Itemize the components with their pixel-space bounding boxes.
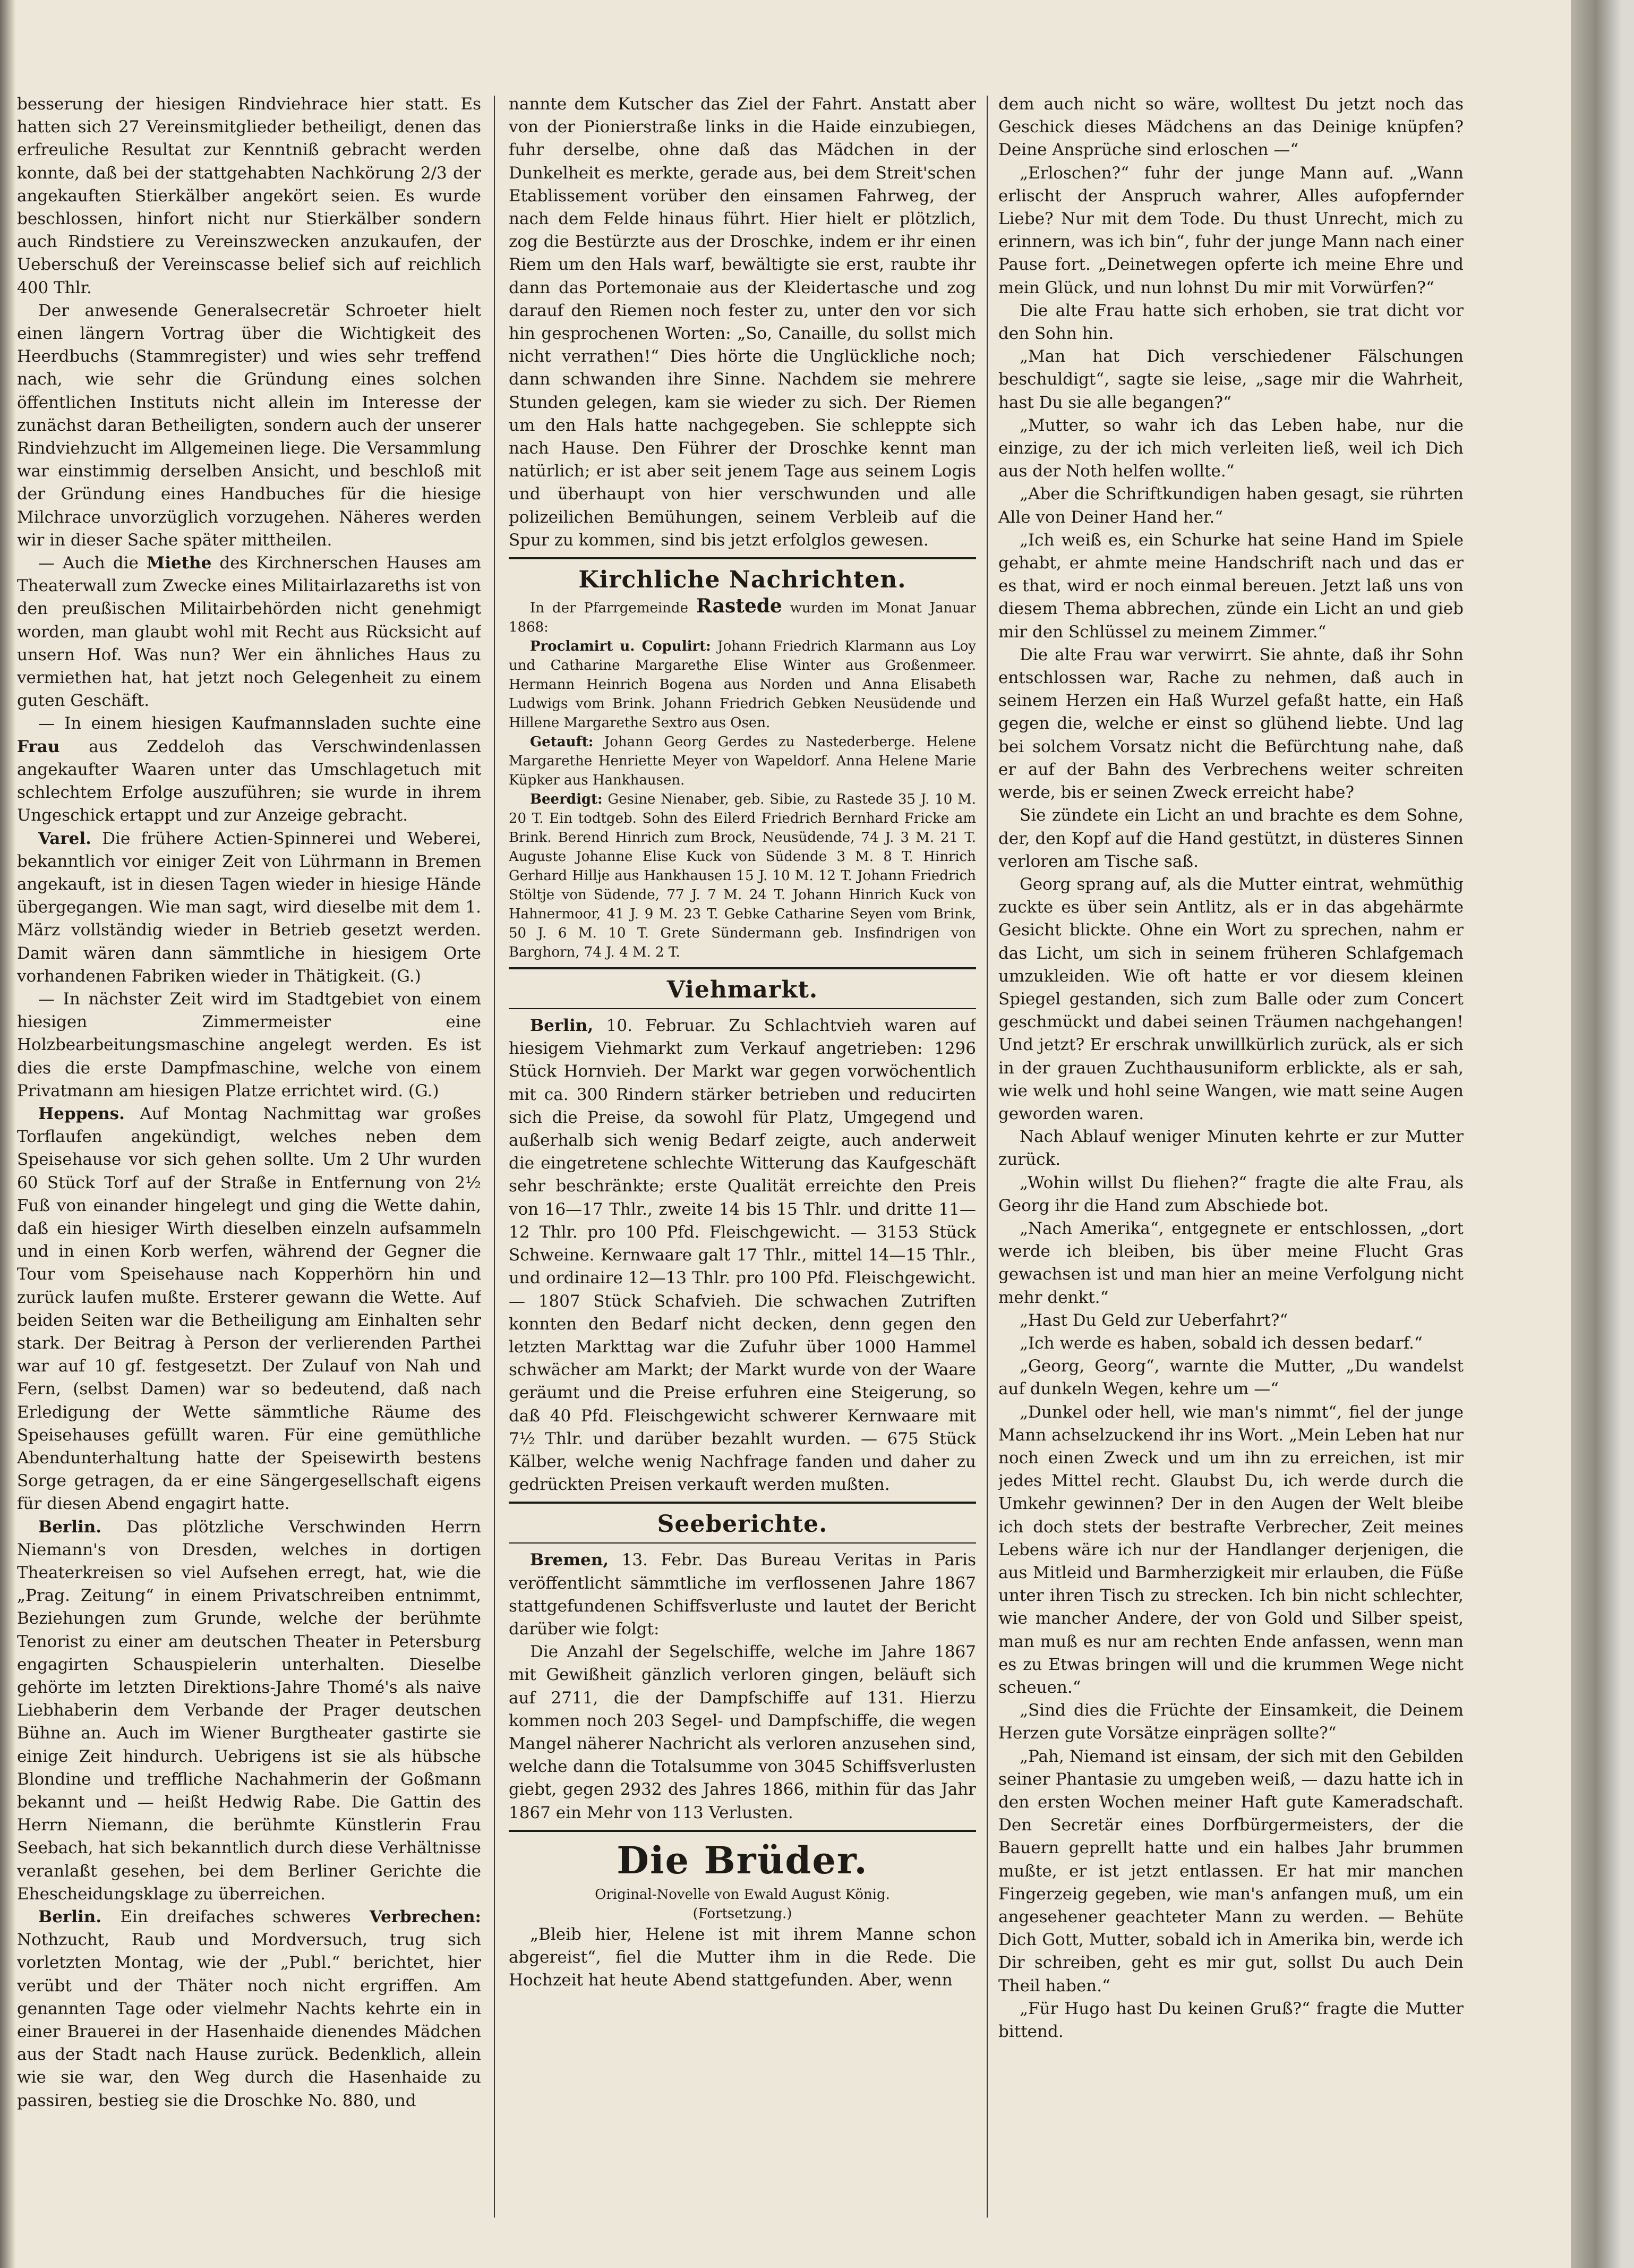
- article-vereinsversammlung: besserung der hiesigen Rindviehrace hier statt. Es hatten sich 27 Vereinsmitglieder betheiligt, denen das erfreuliche Resultat zur Kenntniß gebracht werden konnte, daß bei der stattgehabten Nachkörung 2/3 der angekauften Stierkälber angekört seien. Es wurde beschlossen, hinfort nicht nur Stierkälber sondern auch Rindstiere zu Vereinszwecken anzukaufen, der Ueberschuß der Vereinscasse belief sich auf reichlich 400 Thlr.: [17, 95, 481, 297]
- article-frau-zeddeloh: [17, 712, 481, 827]
- column-1: [17, 93, 481, 2223]
- column-3: [998, 93, 1464, 2223]
- novel-paragraph: „Sind dies die Früchte der Einsamkeit, die Deinem Herzen gute Vorsätze einprägen sollte?“: [998, 1701, 1464, 1743]
- novel-paragraph: Georg sprang auf, als die Mutter eintrat, wehmüthig zuckte es über sein Antlitz, als er in das abgehärmte Gesicht blickte. Ohne ein Wort zu sprechen, nahm er das Licht, um sich in seinem früheren Schlafgemach umzukleiden. Wie oft hatte er vor diesem kleinen Spiegel gestanden, sich zum Balle oder zum Concert geschmückt und dabei seinen Träumen nachgehangen! Und jetzt? Er erschrak unwillkürlich zurück, als er sich in der grauen Zuchthausuniform erblickte, als er sah, wie welk und hohl seine Wangen, wie matt seine Augen geworden waren.: [998, 874, 1464, 1123]
- novel-paragraph: „Mutter, so wahr ich das Leben habe, nur die einzige, zu der ich mich verleiten ließ, weil ich Dich aus der Noth helfen wollte.“: [998, 415, 1464, 481]
- page-outer-edge: [1571, 0, 1634, 2268]
- dateline-berlin: Berlin.: [38, 1517, 102, 1537]
- novel-paragraph: „Erloschen?“ fuhr der junge Mann auf. „Wann erlischt der Anspruch wahrer, Alles aufopfernder Liebe? Nur mit dem Tode. Du thust Unrecht, mich zu erinnern, was ich bin“, fuhr der junge Mann nach einer Pause fort. „Deinetwegen opferte ich meine Ehre und mein Glück, und nun lohnst Du mir mit Vorwürfen?“: [998, 163, 1464, 297]
- novel-paragraph: Nach Ablauf weniger Minuten kehrte er zur Mutter zurück.: [998, 1127, 1464, 1170]
- article-viehmarkt-berlin: [509, 1014, 976, 1496]
- text-run: Johann Friedrich Klarmann aus Loy und Catharine Margarethe Elise Winter aus Großenmeer. Hermann Heinrich Bogena aus Norden und Anna Elisabeth Ludwigs vom Brink. Johann Friedrich Gebken Neusüdende und Hillene Margarethe Sextro aus Osen.: [509, 638, 976, 731]
- text-run: Das plötzliche Verschwinden Herrn Niemann's von Dresden, welches in dortigen Theaterkreisen so viel Aufsehen erregt, hat, wie die „Prag. Zeitung“ in einem Privatschreiben entnimmt, Beziehungen zum Grunde, welche der berühmte Tenorist zu einer am deutschen Theater in Petersburg engagirten Schauspielerin unterhalten. Dieselbe gehörte im letzten Direktions-Jahre Thomé's als naive Liebhaberin dem Verbande der Prager deutschen Bühne an. Auch im Wiener Burgtheater gastirte sie einige Zeit hindurch. Uebrigens ist sie als hübsche Blondine und treffliche Nachahmerin der Goßmann bekannt und — heißt Hedwig Rabe. Die Gattin des Herrn Niemann, die berühmte Künstlerin Frau Seebach, hat sich bekanntlich durch diese Verhältnisse veranlaßt gesehen, bei dem Berliner Gerichte die Ehescheidungsklage zu überreichen.: [17, 1517, 481, 1904]
- dateline-berlin: Berlin,: [530, 1016, 594, 1036]
- novel-continuation: (Fortsetzung.): [692, 1905, 792, 1922]
- novel-paragraph: „Aber die Schriftkundigen haben gesagt, sie rührten Alle von Deiner Hand her.“: [998, 484, 1464, 527]
- section-divider: [509, 1502, 976, 1504]
- text-run: In der Pfarrgemeinde: [530, 600, 696, 617]
- heading-seeberichte: Seeberichte.: [657, 1511, 828, 1538]
- text-run: Auf Montag Nachmittag war großes Torflaufen angekündigt, welches neben dem Speisehause vor sich gehen sollte. Um 2 Uhr wurden 60 Stück Torf auf der Straße in Entfernung von 2½ Fuß von einander hingelegt und ging die Wette dahin, daß ein hiesiger Wirth dieselben einzeln aufsammeln und in einen Korb werfen, während der Gegner die Tour vom Speisehause nach Kopperhörn hin und zurück laufen mußte. Ersterer gewann die Wette. Auf beiden Seiten war die Betheiligung am Einhalten sehr stark. Der Beitrag à Person der verlierenden Parthei war auf 10 gf. festgesetzt. Der Zulauf von Nah und Fern, (selbst Damen) war so bedeutend, daß nach Erledigung der Wette sämmtliche Räume des Speisehauses gefüllt waren. Für eine gemüthliche Abendunterhaltung hatte der Speisewirth bestens Sorge getragen, da er eine Sängergesellschaft eigens für diesen Abend engagirt hatte.: [17, 1104, 481, 1514]
- keyword-verbrechen: Verbrechen:: [369, 1907, 481, 1927]
- kirch-intro: [509, 596, 976, 637]
- column-rule-2: [987, 96, 988, 2218]
- section-divider: [509, 557, 976, 559]
- article-holzbearbeitung: — In nächster Zeit wird im Stadtgebiet von einem hiesigen Zimmermeister eine Holzbearbeitungsmaschine angelegt werden. Es ist dies die erste Dampfmaschine, welche von einem Privatmann am hiesigen Platze errichtet wird. (G.): [17, 989, 481, 1101]
- novel-paragraph: „Ich weiß es, ein Schurke hat seine Hand im Spiele gehabt, er ahmte meine Handschrift nach und das er es that, wird er noch einmal bereuen. Jetzt laß uns von diesem Thema abbrechen, zünde ein Licht an und gieb mir den Schlüssel zu meinem Zimmer.“: [998, 530, 1464, 642]
- novel-paragraph: „Dunkel oder hell, wie man's nimmt“, fiel der junge Mann achselzuckend ihr ins Wort. „Mein Leben hat nur noch einen Zweck und um ihn zu erreichen, ist mir jedes Mittel recht. Glaubst Du, ich werde durch die Umkehr gewinnen? Der in den Augen der Welt bleibe ich doch stets der bestrafte Verbrecher, Zeit meines Lebens wäre ich nur der Handlanger derjenigen, die aus Mitleid und Barmherzigkeit mir erlauben, die Füße unter ihren Tisch zu strecken. Ich bin nicht schlechter, wie mancher Andere, der von Gold und Silber speist, man muß es nur am rechten Ende anfassen, wenn man es zu Etwas bringen will und die krummen Wege nicht scheuen.“: [998, 1402, 1464, 1698]
- article-seeberichte-bremen: [509, 1549, 976, 1641]
- novel-paragraph: Sie zündete ein Licht an und brachte es dem Sohne, der, den Kopf auf die Hand gestützt, in düsteres Sinnen verloren am Tische saß.: [998, 806, 1464, 871]
- label-proclamirt: Proclamirt u. Copulirt:: [530, 638, 711, 655]
- kirch-proclamirt: [509, 637, 976, 732]
- text-run: — Auch die: [38, 553, 147, 573]
- text-run: aus Zeddeloh das Verschwindenlassen angekaufter Waaren unter das Umschlagetuch mit schlechtem Erfolge auszuführen; sie wurde in ihrem Ungeschick ertappt und zur Anzeige gebracht.: [17, 737, 481, 825]
- text-run: Johann Georg Gerdes zu Nastederberge. Helene Margarethe Henriette Meyer von Wapeldorf. Anna Helene Marie Küpker aus Hankhausen.: [509, 734, 976, 789]
- dateline-varel: Varel.: [38, 829, 91, 848]
- kirch-beerdigt: [509, 790, 976, 962]
- novel-paragraph: Die alte Frau war verwirrt. Sie ahnte, daß ihr Sohn entschlossen war, Rache zu nehmen, daß auch in seinem Herzen ein Haß Wurzel gefaßt hatte, ein Haß gegen die, welche er einst so glühend liebte. Und lag bei solchem Vorsatz nicht die Befürchtung nahe, daß er auf der Bahn des Verbrechens weiter schreiten werde, bis er seinen Zweck erreicht habe?: [998, 645, 1464, 803]
- dateline-heppens: Heppens.: [38, 1104, 125, 1123]
- dateline-bremen: Bremen,: [530, 1550, 609, 1570]
- article-varel: [17, 828, 481, 988]
- article-miethe: [17, 552, 481, 712]
- label-beerdigt: Beerdigt:: [530, 791, 603, 808]
- column-2: [509, 93, 976, 2223]
- section-divider: [509, 967, 976, 969]
- novel-paragraph: „Georg, Georg“, warnte die Mutter, „Du wandelst auf dunkeln Wegen, kehre um —“: [998, 1357, 1464, 1399]
- novel-paragraph: „Pah, Niemand ist einsam, der sich mit den Gebilden seiner Phantasie zu umgeben weiß, — dazu hatte ich in den ersten Wochen meiner Haft gute Kameradschaft. Den Secretär eines Dorfbürgermeisters, der die Bauern geprellt hatte und ein halbes Jahr brummen mußte, er ist jetzt entlassen. Er hat mir manchen Fingerzeig gegeben, wie man's anfangen muß, um ein angesehener geachteter Mann zu werden. — Behüte Dich Gott, Mutter, sobald ich in Amerika bin, werde ich Dir schreiben, geht es mir gut, sollst Du auch Dein Theil haben.“: [998, 1746, 1464, 1996]
- text-run: wurden im Monat Januar 1868:: [509, 600, 976, 636]
- text-run: Nothzucht, Raub und Mordversuch, trug sich vorletzten Montag, wie der „Publ.“ berichtet, hier verübt und der Thäter noch nicht ergriffen. Am genannten Tage oder vielmehr Nachts kehrte ein in einer Brauerei in der Hasenhaide dienendes Mädchen aus der Stadt nach Hause zurück. Bedenklich, allein wie sie war, den Weg durch die Hasenhaide zu passiren, bestieg sie die Droschke No. 880, und: [17, 1930, 481, 2110]
- text-run: Gesine Nienaber, geb. Sibie, zu Rastede 35 J. 10 M. 20 T. Ein todtgeb. Sohn des Eilerd Friedrich Bernhard Fricke am Brink. Berend Hinrich zum Brock, Neusüdende, 74 J. 3 M. 21 T. Auguste Johanne Elise Kuck von Südende 3 M. 8 T. Hinrich Gerhard Hillje aus Hankhausen 15 J. 10 M. 12 T. Johann Friedrich Stöltje von Südende, 77 J. 7 M. 24 T. Johann Hinrich Kuck von Hahnermoor, 41 J. 9 M. 23 T. Gebke Catharine Seyen vom Brink, 50 J. 6 M. 10 T. Grete Sündermann geb. Insfindrigen von Barghorn, 74 J. 4 M. 2 T.: [509, 791, 976, 961]
- section-divider: [509, 1830, 976, 1832]
- text-run: des Kirchnerschen Hauses am Theaterwall zum Zwecke eines Militairlazareths ist von den preußischen Militairbehörden nicht genehmigt worden, man glaubt wohl mit Recht aus Rücksicht auf unsern Hof. Was nun? Wer ein ähnliches Haus zu vermiethen hat, hat jetzt noch Gelegenheit zu einem guten Geschäft.: [17, 553, 481, 711]
- article-droschke-continued: nannte dem Kutscher das Ziel der Fahrt. Anstatt aber von der Pionierstraße links in die Haide einzubiegen, fuhr derselbe, ohne daß das Mädchen in der Dunkelheit es merkte, gerade aus, bei dem Streit'schen Etablissement vorüber den einsamen Fahrweg, der nach dem Felde hinaus führt. Hier hielt er plötzlich, zog die Bestürzte aus der Droschke, indem er ihr einen Riem um den Hals warf, bewältigte sie erst, raubte ihr dann das Portemonaie aus der Kleidertasche und zog darauf den Riemen noch fester zu, unter den vor sich hin gesprochenen Worten: „So, Canaille, du sollst mich nicht verrathen!“ Dies hörte die Unglückliche noch; dann schwanden ihre Sinne. Nachdem sie mehrere Stunden gelegen, kam sie wieder zu sich. Der Riemen um den Hals hatte nachgegeben. Sie schleppte sich nach Hause. Den Führer der Droschke kennt man natürlich; er ist aber seit jenem Tage aus seinem Logis und überhaupt von hier verschwunden und alle polizeilichen Bemühungen, seinem Verbleib auf die Spur zu kommen, sind bis jetzt erfolglos gewesen.: [509, 95, 976, 550]
- novel-paragraph: „Bleib hier, Helene ist mit ihrem Manne schon abgereist“, fiel die Mutter ihm in die Rede. Die Hochzeit hat heute Abend stattgefunden. Aber, wenn: [509, 1924, 976, 1990]
- heading-kirchliche-nachrichten: Kirchliche Nachrichten.: [578, 566, 906, 594]
- keyword-frau: Frau: [17, 737, 60, 756]
- text-run: 10. Februar. Zu Schlachtvieh waren auf hiesigem Viehmarkt zum Verkauf angetrieben: 1296 Stück Hornvieh. Der Markt war gegen vorwöchentlich mit ca. 300 Rindern stärker betrieben und reducirten sich die Preise, da sowohl für Platz, Umgegend und außerhalb sich wenig Bedarf zeigte, auch anderweit die eingetretene schlechte Witterung das Kaufgeschäft sehr beschränkte; erste Qualität erreichte den Preis von 16—17 Thlr., zweite 14 bis 15 Thlr. und dritte 11—12 Thlr. pro 100 Pfd. Fleischgewicht. — 3153 Stück Schweine. Kernwaare galt 17 Thlr., mittel 14—15 Thlr., und ordinaire 12—13 Thlr. pro 100 Pfd. Fleischgewicht. — 1807 Stück Schafvieh. Die schwachen Zutriften konnten den Bedarf nicht decken, denn gegen den letzten Markttag war die Zufuhr über 1000 Hammel schwächer am Markt; der Markt wurde von der Waare geräumt und die Preise erfuhren eine Steigerung, so daß 40 Pfd. Fleischgewicht schwerer Kernwaare mit 7½ Thlr. und darüber bezahlt wurden. — 675 Stück Kälber, welche wenig Nachfrage fanden und daher zu gedrückten Preisen verkauft werden mußten.: [509, 1016, 976, 1495]
- novel-paragraph: „Ich werde es haben, sobald ich dessen bedarf.“: [1020, 1333, 1423, 1353]
- article-seeberichte-stats: Die Anzahl der Segelschiffe, welche im Jahre 1867 mit Gewißheit gänzlich verloren gingen, beläuft sich auf 2711, die der Dampfschiffe auf 131. Hierzu kommen noch 203 Segel- und Dampfschiffe, die wegen Mangel näherer Nachricht als verloren anzusehen sind, welche dann die Totalsumme von 3045 Schiffsverlusten giebt, gegen 2932 des Jahres 1866, mithin für das Jahr 1867 ein Mehr von 113 Verlusten.: [509, 1642, 976, 1822]
- label-getauft: Getauft:: [530, 734, 594, 751]
- kirch-getauft: [509, 732, 976, 790]
- novel-paragraph: „Für Hugo hast Du keinen Gruß?“ fragte die Mutter bittend.: [998, 1999, 1464, 2042]
- novel-paragraph: „Man hat Dich verschiedener Fälschungen beschuldigt“, sagte sie leise, „sage mir die Wahrheit, hast Du sie alle begangen?“: [998, 347, 1464, 412]
- keyword-miethe: Miethe: [146, 553, 212, 573]
- place-rastede: Rastede: [696, 595, 782, 618]
- heading-viehmarkt: Viehmarkt.: [666, 976, 818, 1004]
- text-run: Ein dreifaches schweres: [101, 1907, 370, 1927]
- section-divider: [509, 1542, 976, 1544]
- article-berlin-niemann: [17, 1516, 481, 1906]
- novel-paragraph: „Hast Du Geld zur Ueberfahrt?“: [1020, 1310, 1288, 1330]
- article-berlin-verbrechen: [17, 1906, 481, 2112]
- section-divider: [509, 1008, 976, 1009]
- article-heppens: [17, 1103, 481, 1516]
- text-run: — In einem hiesigen Kaufmannsladen suchte eine: [38, 714, 481, 734]
- novel-paragraph: Die alte Frau hatte sich erhoben, sie trat dicht vor den Sohn hin.: [998, 301, 1464, 344]
- dateline-berlin: Berlin.: [38, 1907, 102, 1927]
- novel-paragraph: „Nach Amerika“, entgegnete er entschlossen, „dort werde ich bleiben, bis über meine Flucht Gras gewachsen ist und man hier an meine Verfolgung nicht mehr denkt.“: [998, 1218, 1464, 1307]
- novel-title: Die Brüder.: [617, 1838, 868, 1882]
- novel-paragraph: dem auch nicht so wäre, wolltest Du jetzt noch das Geschick dieses Mädchens an das Deinige knüpfen? Deine Ansprüche sind erloschen —“: [998, 95, 1464, 160]
- novel-byline: Original-Novelle von Ewald August König.: [595, 1886, 890, 1903]
- page-binding-edge: [0, 0, 16, 2268]
- text-run: Die frühere Actien-Spinnerei und Weberei, bekanntlich vor einiger Zeit von Lührmann in Bremen angekauft, ist in diesen Tagen wieder in hiesige Hände übergegangen. Wie man sagt, wird dieselbe mit dem 1. März vollständig wieder in Betrieb gesetzt werden. Damit wären dann sämmtliche in hiesigem Orte vorhandenen Fabriken wieder in Thätigkeit. (G.): [17, 829, 481, 986]
- article-heerdbuch: Der anwesende Generalsecretär Schroeter hielt einen längern Vortrag über die Wichtigkeit des Heerdbuchs (Stammregister) und wies sehr treffend nach, wie sehr die Gründung eines solchen öffentlichen Instituts nicht allein im Interesse der zunächst daran Betheiligten, sondern auch der unserer Rindviehzucht im Allgemeinen liege. Die Versammlung war einstimmig derselben Ansicht, und beschloß mit der Gründung eines Handbuches für die hiesige Milchrace unvorzüglich vorzugehen. Näheres werden wir in dieser Sache später mittheilen.: [17, 301, 481, 550]
- column-rule-1: [494, 96, 495, 2218]
- novel-paragraph: „Wohin willst Du fliehen?“ fragte die alte Frau, als Georg ihr die Hand zum Abschiede bot.: [998, 1173, 1464, 1215]
- text-run: 13. Febr. Das Bureau Veritas in Paris veröffentlicht sämmtliche im verflossenen Jahre 1867 stattgefundenen Schiffsverluste und lautet der Bericht darüber wie folgt:: [509, 1550, 976, 1639]
